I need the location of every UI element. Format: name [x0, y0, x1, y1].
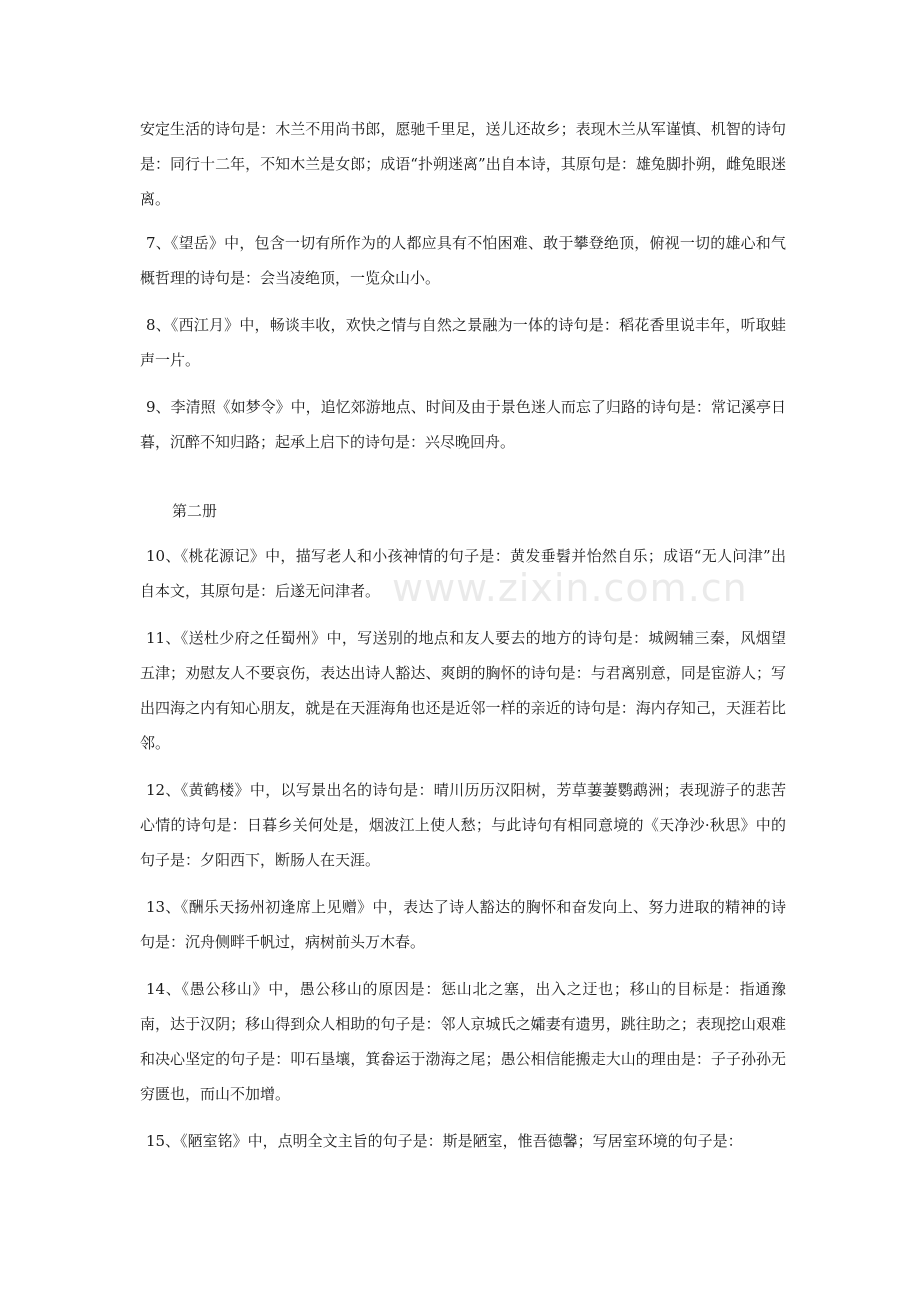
- document-page: [140, 112, 786, 1171]
- paragraph-15-loushiming: 15、《陋室铭》中，点明全文主旨的句子是：斯是陋室，惟吾德馨；写居室环境的句子是：: [146, 1132, 743, 1150]
- paragraph-11-songdushaofu: 11、《送杜少府之任蜀州》中，写送别的地点和友人要去的地方的诗句是：城阙辅三秦，风烟望五津；劝慰友人不要哀伤，表达出诗人豁达、爽朗的胸怀的诗句是：与君离别意，同是宦游人；写出四海之内有知心朋友，就是在天涯海角也还是近邻一样的亲近的诗句是：海内存知己，天涯若比邻。: [140, 629, 786, 752]
- paragraph-13-chouletian: 13、《酬乐天扬州初逢席上见赠》中，表达了诗人豁达的胸怀和奋发向上、努力进取的精神的诗句是：沉舟侧畔千帆过，病树前头万木春。: [140, 898, 786, 951]
- paragraph-14-yugongyishan: 14、《愚公移山》中，愚公移山的原因是：惩山北之塞，出入之迂也；移山的目标是：指通豫南，达于汉阴；移山得到众人相助的句子是：邻人京城氏之孀妻有遗男，跳往助之；表现挖山艰难和决心坚定的句子是：叩石垦壤，箕畚运于渤海之尾；愚公相信能搬走大山的理由是：子子孙孙无穷匮也，而山不加增。: [140, 980, 786, 1103]
- paragraph-8-xijiangyue: 8、《西江月》中，畅谈丰收，欢快之情与自然之景融为一体的诗句是：稻花香里说丰年，听取蛙声一片。: [140, 316, 786, 369]
- watermark: www.zixin.com.cn: [392, 566, 748, 610]
- section-title: 第二册: [172, 502, 218, 520]
- paragraph-9-rumengling: 9、李清照《如梦令》中，追忆郊游地点、时间及由于景色迷人而忘了归路的诗句是：常记溪亭日暮，沉醉不知归路；起承上启下的诗句是：兴尽晚回舟。: [140, 398, 786, 451]
- paragraph-mulan-continued: 安定生活的诗句是：木兰不用尚书郎，愿驰千里足，送儿还故乡；表现木兰从军谨慎、机智的诗句是：同行十二年，不知木兰是女郎；成语“扑朔迷离”出自本诗，其原句是：雄兔脚扑朔，雌兔眼迷离。: [140, 120, 786, 208]
- paragraph-12-huanghelou: 12、《黄鹤楼》中，以写景出名的诗句是：晴川历历汉阳树，芳草萋萋鹦鹉洲；表现游子的悲苦心情的诗句是：日暮乡关何处是，烟波江上使人愁；与此诗句有相同意境的《天净沙·秋思》中的句子是：夕阳西下，断肠人在天涯。: [140, 781, 786, 869]
- paragraph-10-taohuayuanji: 10、《桃花源记》中，描写老人和小孩神情的句子是：黄发垂髫并怡然自乐；成语“无人问津”出自本文，其原句是：后遂无问津者。: [140, 547, 786, 600]
- paragraph-7-wangyue: 7、《望岳》中，包含一切有所作为的人都应具有不怕困难、敢于攀登绝顶，俯视一切的雄心和气概哲理的诗句是：会当凌绝顶，一览众山小。: [140, 234, 786, 287]
